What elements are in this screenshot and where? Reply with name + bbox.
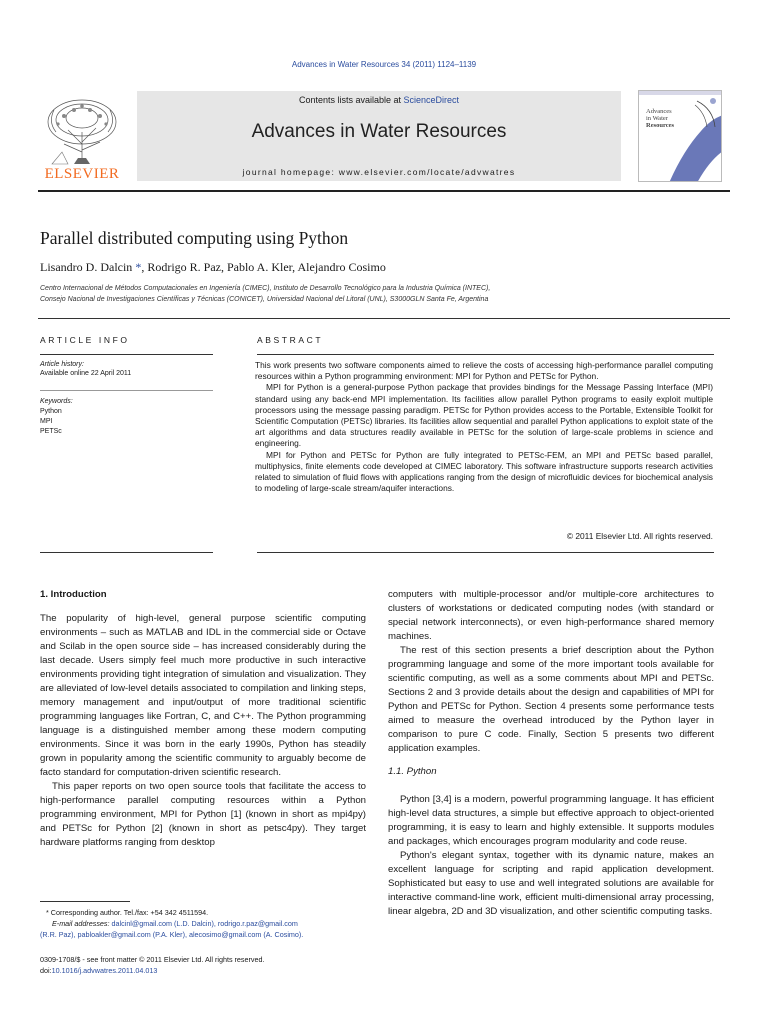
article-history-value: Available online 22 April 2011 xyxy=(40,370,132,377)
cover-line-3: Resources xyxy=(646,122,675,129)
keywords-rule xyxy=(40,390,213,391)
left-column xyxy=(40,612,366,850)
doi-prefix: doi: xyxy=(40,966,52,975)
abstract-bottom-rule xyxy=(257,552,714,553)
journal-reference-link[interactable]: Advances in Water Resources 34 (2011) 1124–1139 xyxy=(291,60,477,69)
article-history-label: Article history: xyxy=(40,361,84,368)
footnote-rule xyxy=(40,901,130,902)
abstract-copyright: © 2011 Elsevier Ltd. All rights reserved. xyxy=(566,531,713,541)
contents-line xyxy=(137,95,621,105)
title-section-rule xyxy=(38,318,730,319)
corresponding-author-note: * Corresponding author. Tel./fax: +54 342 4511594. xyxy=(46,908,209,917)
email-links-cont[interactable]: (R.R. Paz), pabloakler@gmail.com (P.A. Kler), alecosimo@gmail.com (A. Cosimo). xyxy=(40,930,304,939)
body-paragraph: The popularity of high-level, general purpose scientific computing environments – such as MATLAB and IDL in the commercial side or Octave and Scilab in the open source side – has increased considerably during the last decade. Users simply feel much more productive in such interactive environments providing tight integration of simulation and visualization. They are alleviated of low-level details associated to compilation and linking steps, memory management and input/output of more traditional scientific programming languages like Fortran, C, and C++. The Python programming language is a distinguished member among these modern computing environments. Since it was born in the early 1990s, Python has steadily grown in popularity among the scientific community to arguably become de facto standard for computation-driven scientific research. xyxy=(40,613,366,778)
doi-link[interactable]: 10.1016/j.advwatres.2011.04.013 xyxy=(51,966,158,975)
cover-title xyxy=(646,108,694,129)
journal-homepage-link[interactable]: journal homepage: www.elsevier.com/locate/advwatres xyxy=(242,167,516,177)
email-line xyxy=(40,918,366,929)
contents-prefix: Contents lists available at xyxy=(298,95,404,105)
abstract-paragraph: MPI for Python and PETSc for Python are fully integrated to PETSc-FEM, an MPI and PETSc based parallel, multiphysics, finite elements code developed at CIMEC laboratory. This software infrastructure supports research activities related to simulation of fluid flows with applications ranging from the design of microfluidic devices for biochemical analysis to modeling of large-scale stream/aquifer interactions. xyxy=(255,449,713,494)
abstract-paragraph: MPI for Python is a general-purpose Python package that provides bindings for the Message Passing Interface (MPI) standard using any back-end MPI implementation. Its facilities allow parallel Python programs to easily exploit multiple processors using the message passing paradigm. PETSc for Python provides access to the Portable, Extensible Toolkit for Scientific Computation (PETSc) libraries. Its facilities allow sequential and parallel Python applications to exploit state of the art algorithms and data structures readily available in PETSc for the solution of large-scale problems in science and engineering. xyxy=(255,382,713,449)
keyword-item: MPI xyxy=(40,418,53,425)
doi-line xyxy=(40,965,366,976)
corresponding-author-mark[interactable]: * xyxy=(135,260,142,274)
right-column-python xyxy=(388,793,714,919)
subsection-heading-python: 1.1. Python xyxy=(388,766,437,777)
other-authors: , Rodrigo R. Paz, Pablo A. Kler, Alejandro Cosimo xyxy=(141,260,386,274)
cover-line-2: in Water xyxy=(646,115,668,122)
affiliation-line-2: Consejo Nacional de Investigaciones Científicas y Técnicas (CONICET), Universidad Nacional del Litoral (UNL), S3000GLN Santa Fe, Argentina xyxy=(40,296,489,303)
keywords-label: Keywords: xyxy=(40,398,73,405)
journal-cover-image[interactable] xyxy=(638,90,722,182)
body-paragraph: The rest of this section presents a brief description about the Python programming language and some of the more important tools available for scientific computing, as well as a some comments about MPI and PETSc. Sections 2 and 3 provide details about the design and capabilities of MPI for Python and PETSc for Python. Section 4 presents some performance tests aimed to measure the overhead introduced by the Python layer in comparison to pure C code. Finally, Section 5 presents two different application examples. xyxy=(388,645,714,754)
keyword-list xyxy=(40,407,62,437)
keyword-item: PETSc xyxy=(40,428,62,435)
sciencedirect-link[interactable]: ScienceDirect xyxy=(403,95,460,105)
elsevier-wordmark: ELSEVIER xyxy=(44,166,120,182)
cover-line-1: Advances xyxy=(646,108,672,115)
article-info-rule xyxy=(40,354,213,355)
affiliation-line-1: Centro Internacional de Métodos Computacionales en Ingeniería (CIMEC), Instituto de Desarrollo Tecnológico para la Industria Química (INTEC), xyxy=(40,285,491,292)
paper-title: Parallel distributed computing using Python xyxy=(40,228,349,248)
keyword-item: Python xyxy=(40,408,62,415)
journal-title: Advances in Water Resources xyxy=(251,121,507,142)
article-info-bottom-rule xyxy=(40,552,213,553)
footnotes xyxy=(40,907,366,940)
body-paragraph: Python [3,4] is a modern, powerful programming language. It has efficient high-level data structures, a simple but effective approach to object-oriented programming, it is easy to learn and highly extensible. It supports modules and packages, which encourages program modularity and code reuse. xyxy=(388,794,714,847)
header-rule xyxy=(38,190,730,192)
right-column xyxy=(388,588,714,756)
front-matter-line: 0309-1708/$ - see front matter © 2011 Elsevier Ltd. All rights reserved. xyxy=(40,955,265,964)
author-list xyxy=(40,260,386,275)
abstract-body xyxy=(255,360,713,494)
section-heading-introduction: 1. Introduction xyxy=(40,589,107,600)
front-matter xyxy=(40,954,366,976)
body-paragraph: computers with multiple-processor and/or multiple-core architectures to clusters of workstations or dedicated computing nodes (with standard or special network interconnects), or even high-performance shared memory machines. xyxy=(388,589,714,642)
first-author: Lisandro D. Dalcin xyxy=(40,260,136,274)
abstract-heading: ABSTRACT xyxy=(257,335,324,345)
abstract-rule xyxy=(257,354,714,355)
article-info-heading: ARTICLE INFO xyxy=(40,335,130,345)
abstract-paragraph: This work presents two software components aimed to relieve the costs of accessing high-performance parallel computing resources within a Python programming environment: MPI for Python and PETSc for Python. xyxy=(255,360,713,382)
cover-art xyxy=(639,91,722,182)
body-paragraph: This paper reports on two open source tools that facilitate the access to high-performance parallel computing resources within a Python programming environment, MPI for Python [1] (known in short as mpi4py) and PETSc for Python [2] (known in short as petsc4py). They target hardware platforms ranging from desktop xyxy=(40,781,366,848)
email-links[interactable]: dalcinl@gmail.com (L.D. Dalcin), rodrigo.r.paz@gmail.com xyxy=(111,919,298,928)
email-label: E-mail addresses: xyxy=(52,919,110,928)
body-paragraph: Python's elegant syntax, together with its dynamic nature, makes an excellent language for scripting and rapid application development. Sophisticated but easy to use and well integrated solutions are available for interactive command-line work, efficient multi-dimensional array processing, linear algebra, 2D and 3D visualization, and other scientific computing tasks. xyxy=(388,850,714,917)
